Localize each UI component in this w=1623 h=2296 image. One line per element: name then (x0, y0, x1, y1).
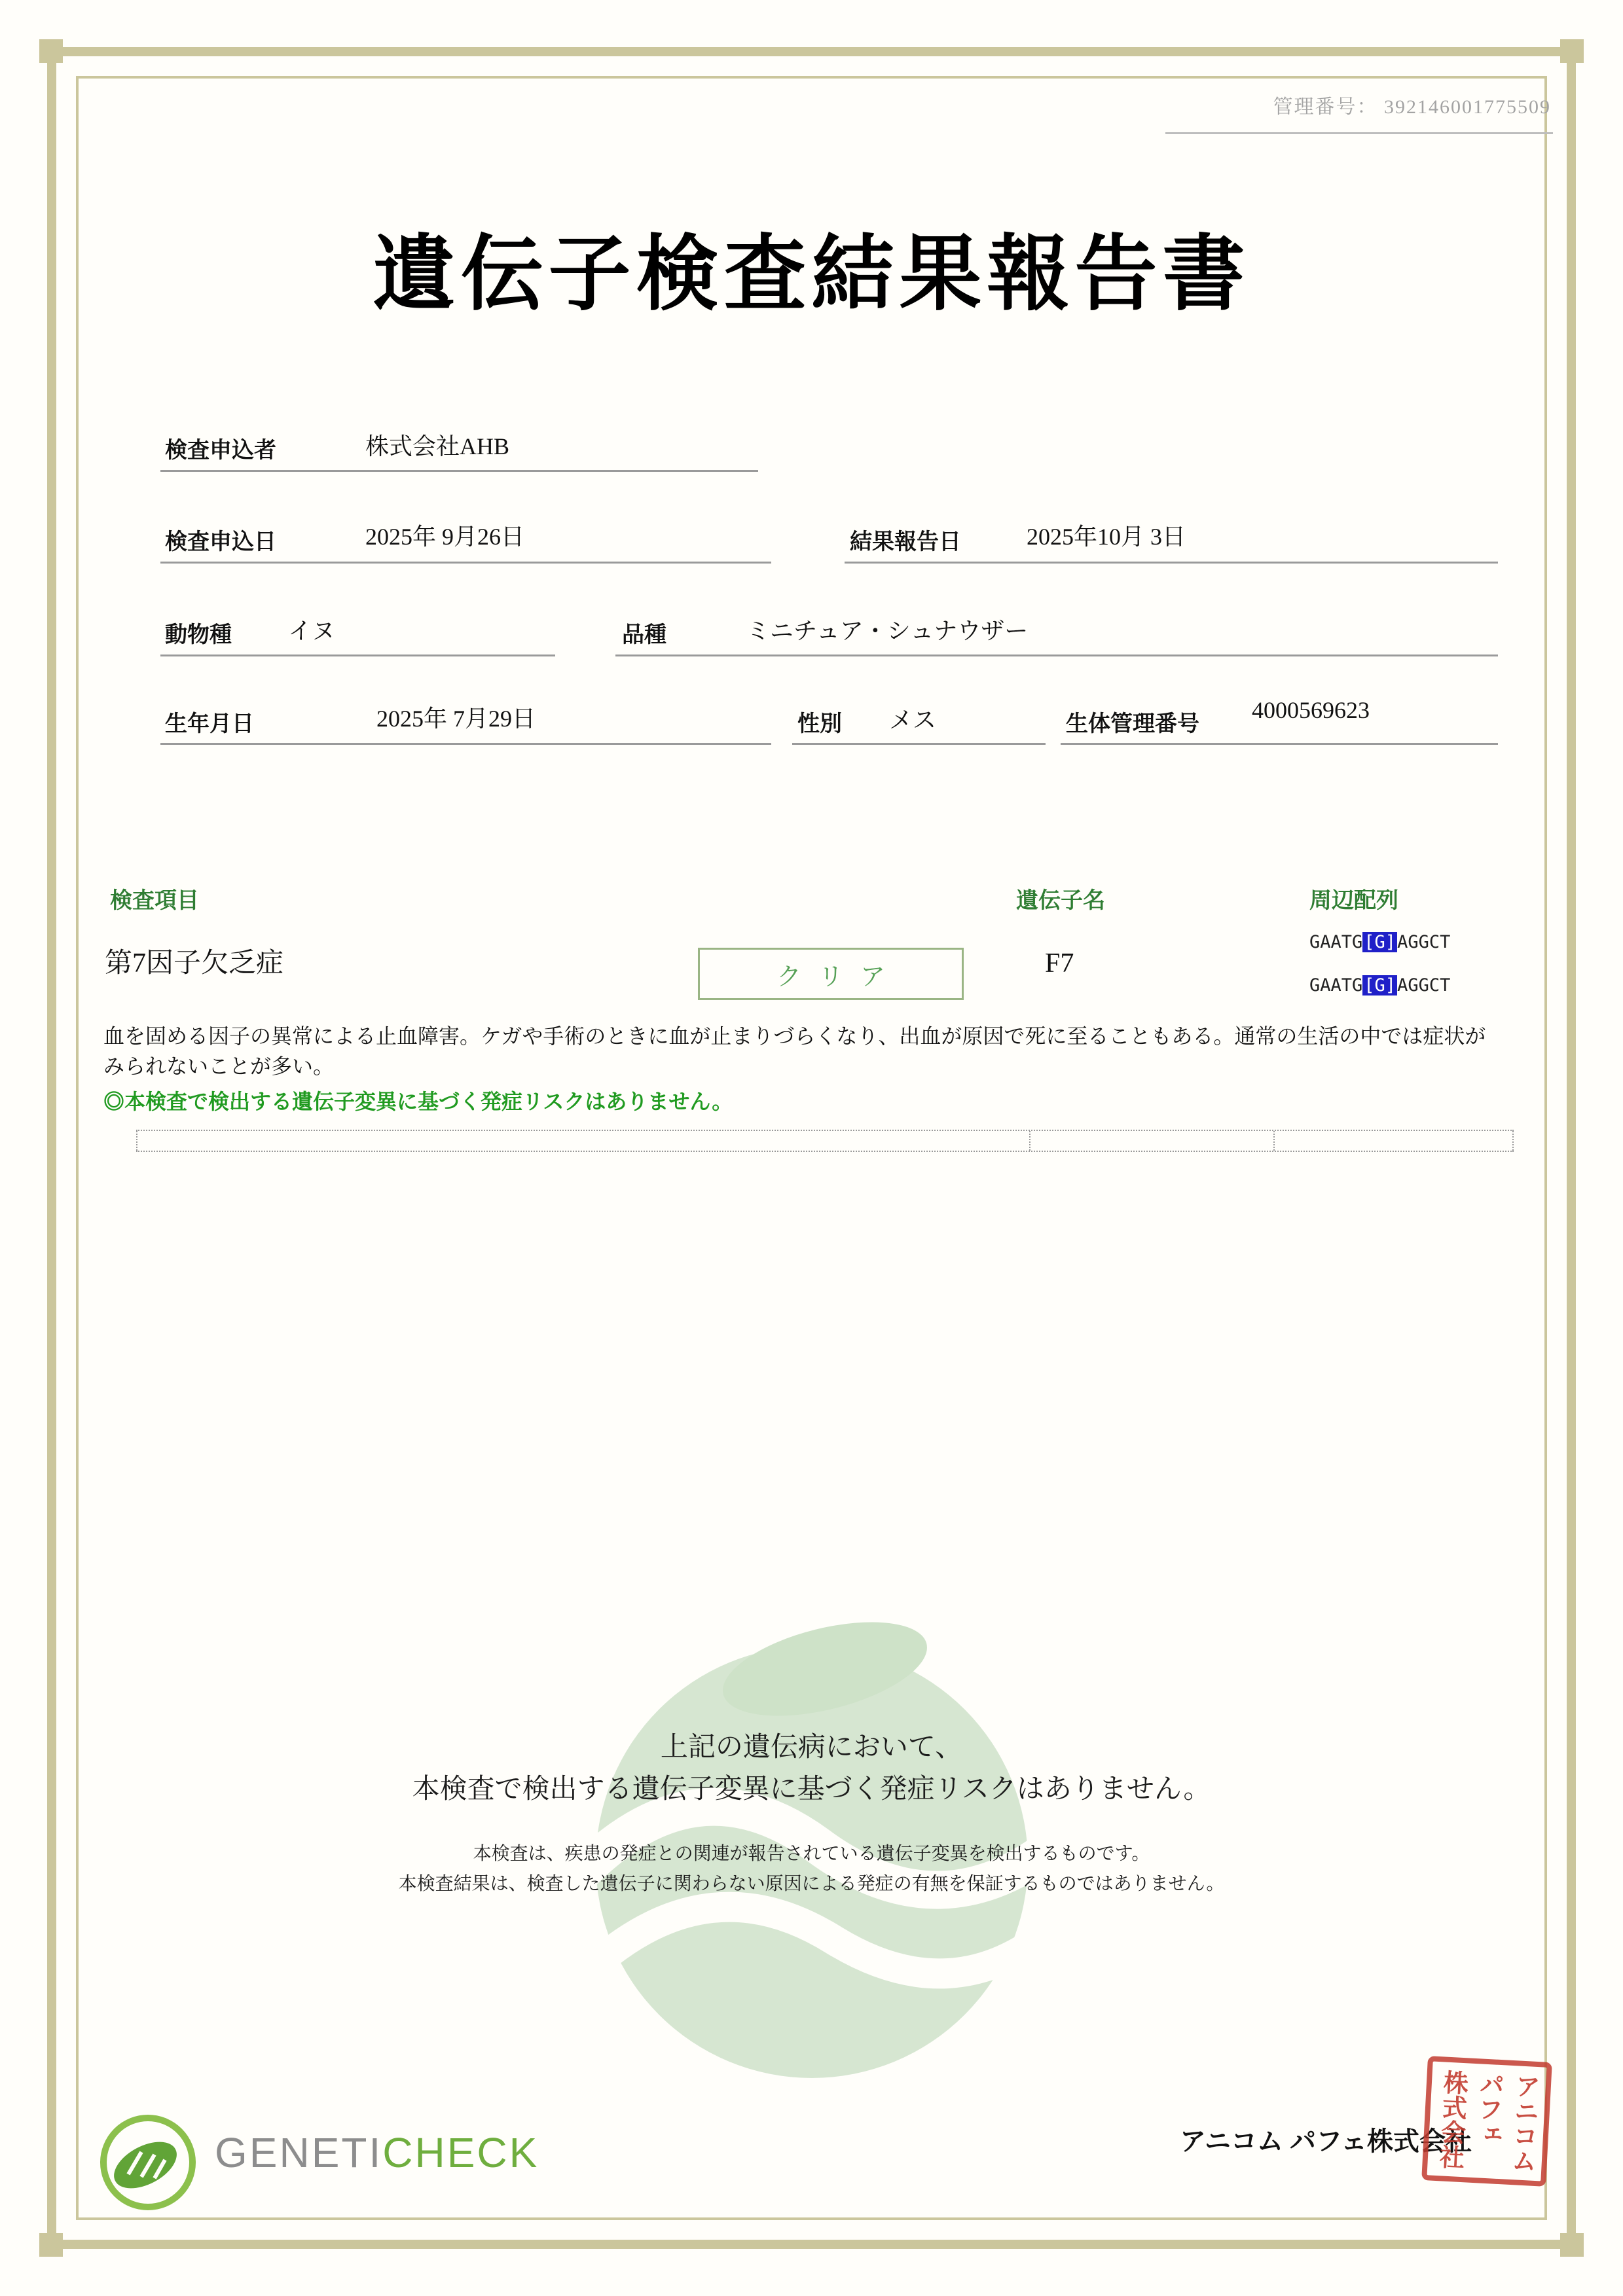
animal-id-label: 生体管理番号 (1066, 712, 1199, 736)
animal-id-value: 4000569623 (1252, 697, 1370, 723)
sequence-line (1309, 975, 1450, 996)
wordmark-part-1: GENETI (215, 2129, 383, 2176)
row-divider (1273, 1131, 1275, 1151)
field-underline (845, 562, 1498, 564)
control-number (1273, 90, 1552, 119)
geneticheck-wordmark (215, 2128, 539, 2177)
wordmark-part-2: CHECK (382, 2129, 539, 2176)
control-number-label: 管理番号： (1273, 96, 1378, 118)
control-number-underline (1165, 132, 1553, 134)
header-gene-name: 遺伝子名 (1016, 889, 1105, 913)
sequence-prefix: GAATG (1309, 932, 1363, 952)
field-underline (792, 743, 1046, 745)
disease-name: 第7因子欠乏症 (105, 948, 284, 978)
row-divider (136, 1131, 137, 1151)
applicant-label: 検査申込者 (165, 439, 276, 463)
birth-date-label: 生年月日 (165, 712, 254, 736)
species-label: 動物種 (165, 623, 232, 647)
sequence-line (1309, 932, 1450, 952)
page-title: 遺伝子検査結果報告書 (373, 230, 1250, 321)
company-name: アニコム パフェ株式会社 (1180, 2126, 1472, 2156)
report-date-label: 結果報告日 (850, 530, 961, 554)
risk-note: ◎本検査で検出する遺伝子変異に基づく発症リスクはありません。 (103, 1090, 733, 1113)
apply-date-label: 検査申込日 (165, 530, 276, 554)
report-date-value: 2025年10月 3日 (1027, 524, 1186, 550)
species-value: イヌ (288, 618, 336, 644)
field-underline (1061, 743, 1498, 745)
control-number-value: 392146001775509 (1384, 96, 1551, 118)
summary-note-2: 本検査結果は、検査した遺伝子に関わらない原因による発症の有無を保証するものではありません。 (398, 1873, 1225, 1893)
header-test-item: 検査項目 (110, 889, 199, 913)
field-underline (160, 470, 758, 472)
sequence-variant: [G] (1364, 932, 1396, 952)
sequence-prefix: GAATG (1309, 975, 1363, 996)
seal-column: パフェ (1472, 2071, 1504, 2147)
sequence-suffix: AGGCT (1397, 932, 1451, 952)
applicant-value: 株式会社AHB (365, 433, 510, 459)
company-seal-text (1430, 2069, 1543, 2174)
empty-result-row (136, 1130, 1514, 1152)
header-sequence: 周辺配列 (1309, 889, 1398, 913)
apply-date-value: 2025年 9月26日 (365, 524, 525, 550)
gene-name: F7 (1045, 948, 1074, 978)
birth-date-value: 2025年 7月29日 (376, 706, 536, 732)
row-divider (1512, 1131, 1514, 1151)
sex-label: 性別 (797, 712, 842, 736)
geneticheck-logo-icon (90, 2105, 205, 2219)
sex-value: メス (889, 707, 937, 733)
company-seal (1421, 2056, 1552, 2187)
breed-label: 品種 (622, 623, 666, 647)
breed-value: ミニチュア・シュナウザー (746, 618, 1029, 644)
summary-note-1: 本検査は、疾患の発症との関連が報告されている遺伝子変異を検出するものです。 (473, 1843, 1150, 1863)
summary-line-1: 上記の遺伝病において、 (660, 1731, 963, 1762)
result-status-label: クリア (776, 963, 902, 991)
frame-corner (1560, 2233, 1584, 2257)
seal-column: アニコム (1506, 2072, 1540, 2174)
sequence-variant: [G] (1364, 975, 1396, 996)
frame-corner (39, 39, 63, 63)
field-underline (160, 562, 771, 564)
row-divider (1029, 1131, 1030, 1151)
summary-line-2: 本検査で検出する遺伝子変異に基づく発症リスクはありません。 (412, 1773, 1211, 1804)
seal-column: 株式会社 (1434, 2069, 1468, 2170)
frame-corner (1560, 39, 1584, 63)
field-underline (615, 655, 1498, 656)
disease-description: 血を固める因子の異常による止血障害。ケガや手術のときに血が止まりづらくなり、出血が原因で死に至ることもある。通常の生活の中では症状がみられないことが多い。 (103, 1024, 1486, 1079)
field-underline (160, 655, 555, 656)
frame-corner (39, 2233, 63, 2257)
field-underline (160, 743, 771, 745)
result-status-box (698, 948, 964, 1000)
sequence-suffix: AGGCT (1397, 975, 1451, 996)
